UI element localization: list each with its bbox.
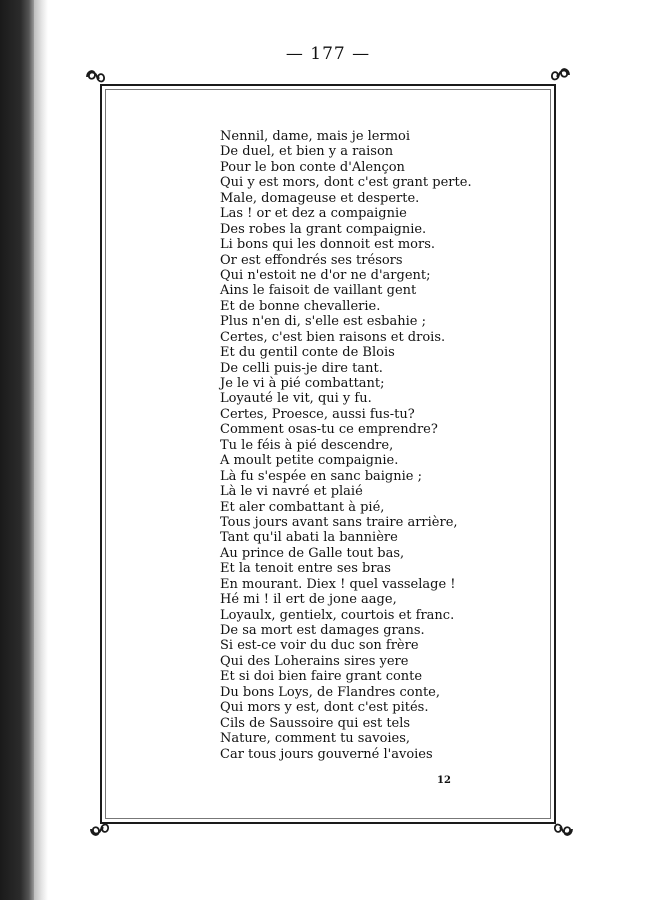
poem-line: Cils de Saussoire qui est tels bbox=[220, 715, 411, 731]
corner-ornament-icon bbox=[82, 66, 108, 88]
poem-line: Je le vi à pié combattant; bbox=[220, 376, 385, 391]
poem-line: En mourant. Diex ! quel vasselage ! bbox=[220, 576, 456, 592]
poem-line: Li bons qui les donnoit est mors. bbox=[220, 237, 436, 253]
poem-line: Loyauté le vit, qui y fu. bbox=[220, 391, 372, 407]
poem-line: Qui y est mors, dont c'est grant perte. bbox=[220, 175, 472, 191]
poem-line: Qui n'estoit ne d'or ne d'argent; bbox=[220, 267, 431, 283]
poem-line: Si est-ce voir du duc son frère bbox=[220, 638, 419, 654]
poem-line: Nature, comment tu savoies, bbox=[220, 731, 411, 747]
poem-line: De celli puis-je dire tant. bbox=[220, 360, 383, 376]
book-spine-shadow bbox=[0, 0, 34, 900]
poem-line: Et aler combattant à pié, bbox=[220, 499, 385, 515]
page-number: — 177 — bbox=[285, 44, 371, 64]
poem-line: Pour le bon conte d'Alençon bbox=[220, 159, 405, 175]
poem-line: Car tous jours gouverné l'avoies bbox=[220, 746, 433, 762]
poem-line: Certes, Proesce, aussi fus-tu? bbox=[220, 406, 415, 422]
poem-line: Et la tenoit entre ses bras bbox=[220, 561, 391, 577]
poem-line: Des robes la grant compaignie. bbox=[220, 221, 427, 237]
poem-line: De duel, et bien y a raison bbox=[220, 144, 394, 160]
poem-line: Hé mi ! il ert de jone aage, bbox=[220, 592, 397, 608]
poem-line: Qui mors y est, dont c'est pités. bbox=[220, 700, 429, 716]
poem-line: De sa mort est damages grans. bbox=[220, 623, 425, 638]
poem-line: Tu le féis à pié descendre, bbox=[220, 437, 394, 453]
corner-ornament-icon bbox=[551, 818, 577, 840]
poem-line: Certes, c'est bien raisons et drois. bbox=[220, 329, 446, 345]
poem-line: Là fu s'espée en sanc baignie ; bbox=[220, 468, 422, 484]
poem-line: Plus n'en di, s'elle est esbahie ; bbox=[220, 314, 426, 330]
poem-line: Et si doi bien faire grant conte bbox=[220, 669, 423, 685]
poem-line: Las ! or et dez a compaignie bbox=[220, 206, 407, 222]
poem-line: Nennil, dame, mais je lermoi bbox=[220, 129, 411, 144]
corner-ornament-icon bbox=[548, 64, 574, 86]
page-gutter bbox=[34, 0, 48, 900]
poem-text bbox=[220, 129, 472, 762]
poem-line: Loyaulx, gentielx, courtois et franc. bbox=[220, 607, 455, 623]
poem-line: A moult petite compaignie. bbox=[220, 453, 399, 469]
poem-line: Comment osas-tu ce emprendre? bbox=[220, 422, 438, 438]
poem-line: Ains le faisoit de vaillant gent bbox=[220, 283, 417, 299]
poem-line: Au prince de Galle tout bas, bbox=[220, 545, 405, 561]
poem-line: Or est effondrés ses trésors bbox=[220, 252, 403, 268]
poem-line: Tant qu'il abati la bannière bbox=[220, 530, 398, 546]
poem-line: Du bons Loys, de Flandres conte, bbox=[220, 684, 441, 700]
poem-line: Tous jours avant sans traire arrière, bbox=[220, 514, 458, 530]
corner-ornament-icon bbox=[86, 818, 112, 840]
poem-line: Et de bonne chevallerie. bbox=[220, 298, 381, 314]
poem-line: Male, domageuse et desperte. bbox=[220, 190, 420, 206]
poem-line: Qui des Loherains sires yere bbox=[220, 653, 409, 669]
poem-line: Et du gentil conte de Blois bbox=[220, 345, 395, 361]
poem-line: Là le vi navré et plaié bbox=[220, 484, 363, 500]
signature-mark: 12 bbox=[437, 775, 451, 786]
